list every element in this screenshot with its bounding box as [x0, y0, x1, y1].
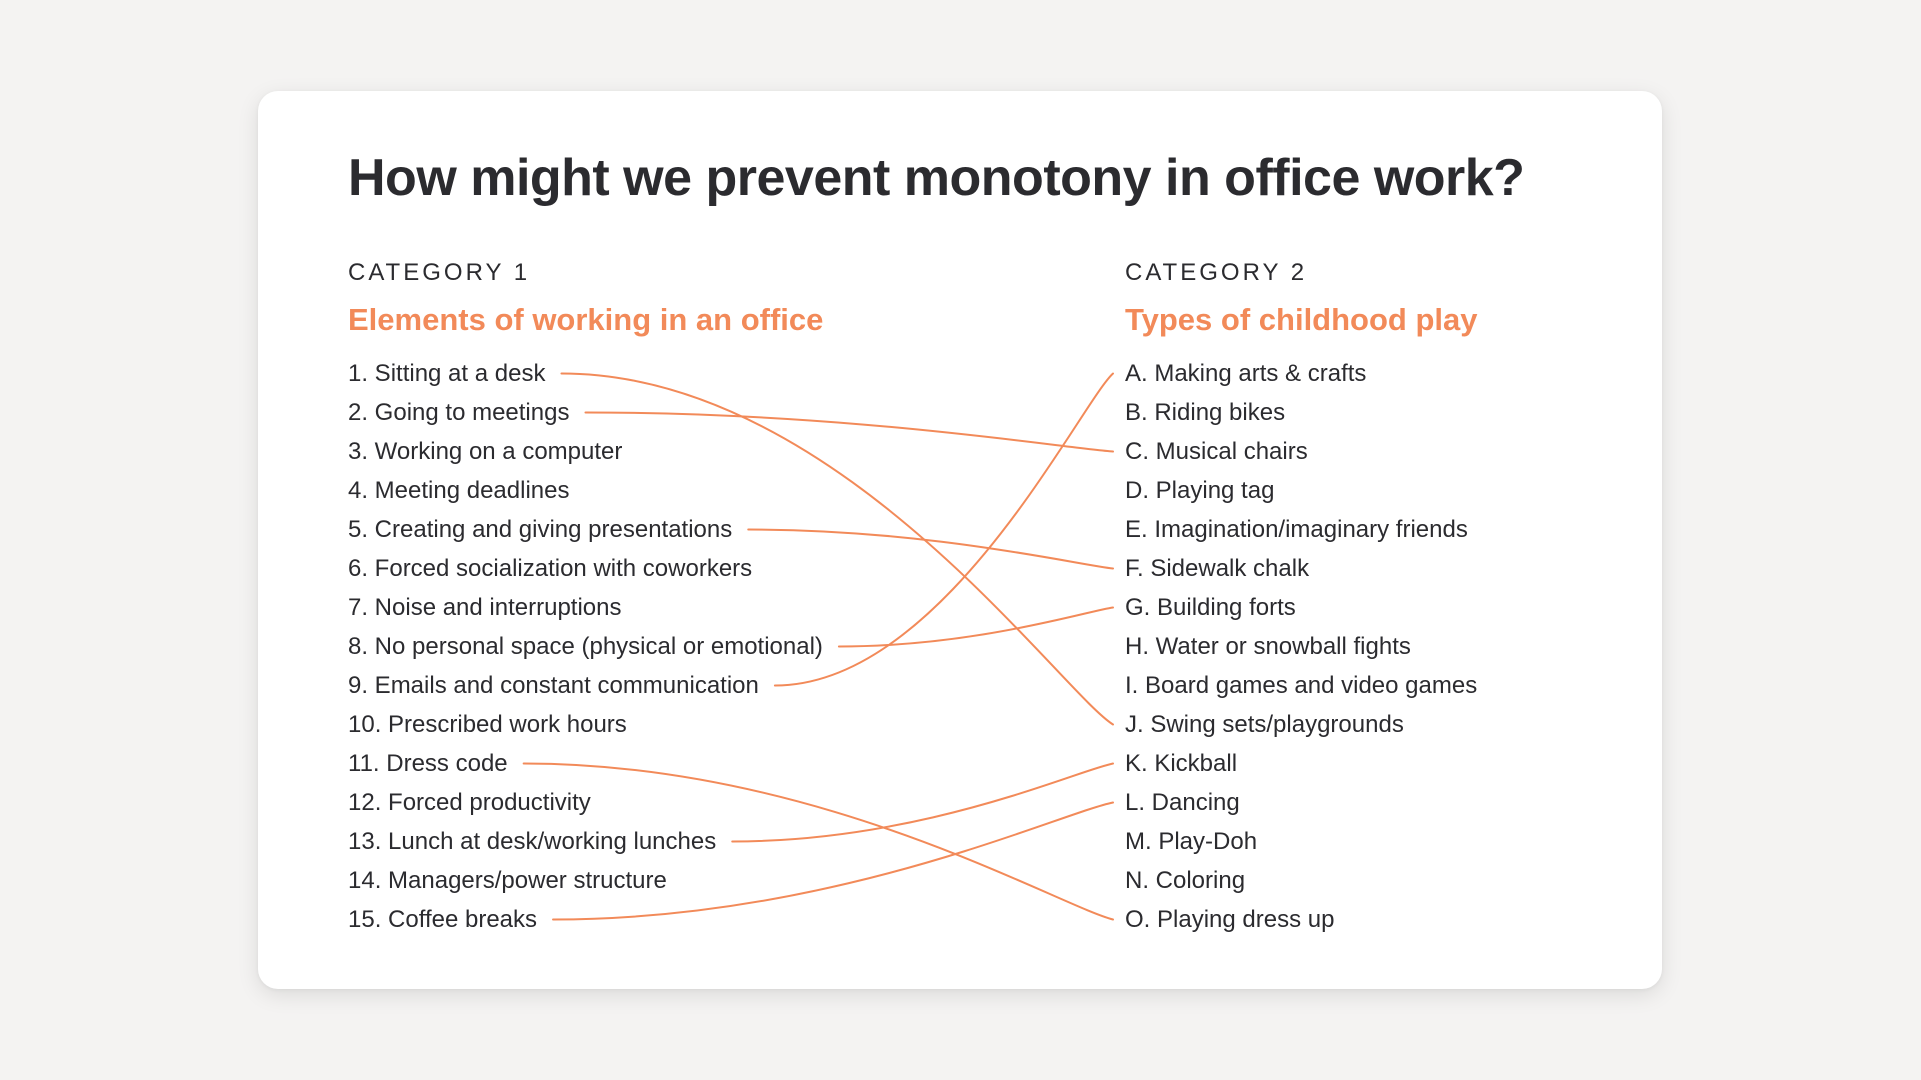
category-2-label: CATEGORY 2 [1125, 259, 1308, 286]
category-1-item: 4. Meeting deadlines [348, 477, 570, 504]
page-title: How might we prevent monotony in office work? [348, 149, 1525, 207]
category-1-label: CATEGORY 1 [348, 259, 531, 286]
category-2-item: G. Building forts [1125, 594, 1296, 621]
category-1-item: 7. Noise and interruptions [348, 594, 622, 621]
category-2-item: E. Imagination/imaginary friends [1125, 516, 1468, 543]
category-1-item: 15. Coffee breaks [348, 906, 538, 933]
category-2-item: D. Playing tag [1125, 477, 1275, 504]
category-2-item: F. Sidewalk chalk [1125, 555, 1310, 582]
category-2-item: A. Making arts & crafts [1125, 360, 1367, 387]
category-1-item: 9. Emails and constant communication [348, 672, 759, 699]
category-2-item: B. Riding bikes [1125, 399, 1286, 426]
category-2-item: H. Water or snowball fights [1125, 633, 1411, 660]
category-1-column [348, 258, 824, 933]
category-1-item: 5. Creating and giving presentations [348, 516, 733, 543]
category-1-item: 1. Sitting at a desk [348, 360, 546, 387]
category-1-item: 10. Prescribed work hours [348, 711, 627, 738]
category-1-item: 13. Lunch at desk/working lunches [348, 828, 717, 855]
category-2-item: O. Playing dress up [1125, 906, 1335, 933]
category-2-item: C. Musical chairs [1125, 438, 1308, 465]
category-1-item: 11. Dress code [348, 750, 508, 777]
category-2-title: Types of childhood play [1125, 302, 1478, 337]
category-2-list [1125, 354, 1477, 939]
category-1-item: 6. Forced socialization with coworkers [348, 555, 753, 582]
category-1-item: 3. Working on a computer [348, 438, 623, 465]
category-2-item: L. Dancing [1125, 789, 1240, 816]
category-1-item: 8. No personal space (physical or emotional) [348, 633, 823, 660]
category-2-item: N. Coloring [1125, 867, 1246, 894]
category-1-title: Elements of working in an office [348, 302, 824, 337]
category-2-item: I. Board games and video games [1125, 672, 1478, 699]
category-2-item: K. Kickball [1125, 750, 1238, 777]
category-1-item: 14. Managers/power structure [348, 867, 667, 894]
category-1-item: 2. Going to meetings [348, 399, 570, 426]
category-2-item: J. Swing sets/playgrounds [1125, 711, 1404, 738]
category-2-item: M. Play-Doh [1125, 828, 1258, 855]
category-2-column [1125, 258, 1478, 933]
category-1-list [348, 354, 823, 939]
category-1-item: 12. Forced productivity [348, 789, 591, 816]
